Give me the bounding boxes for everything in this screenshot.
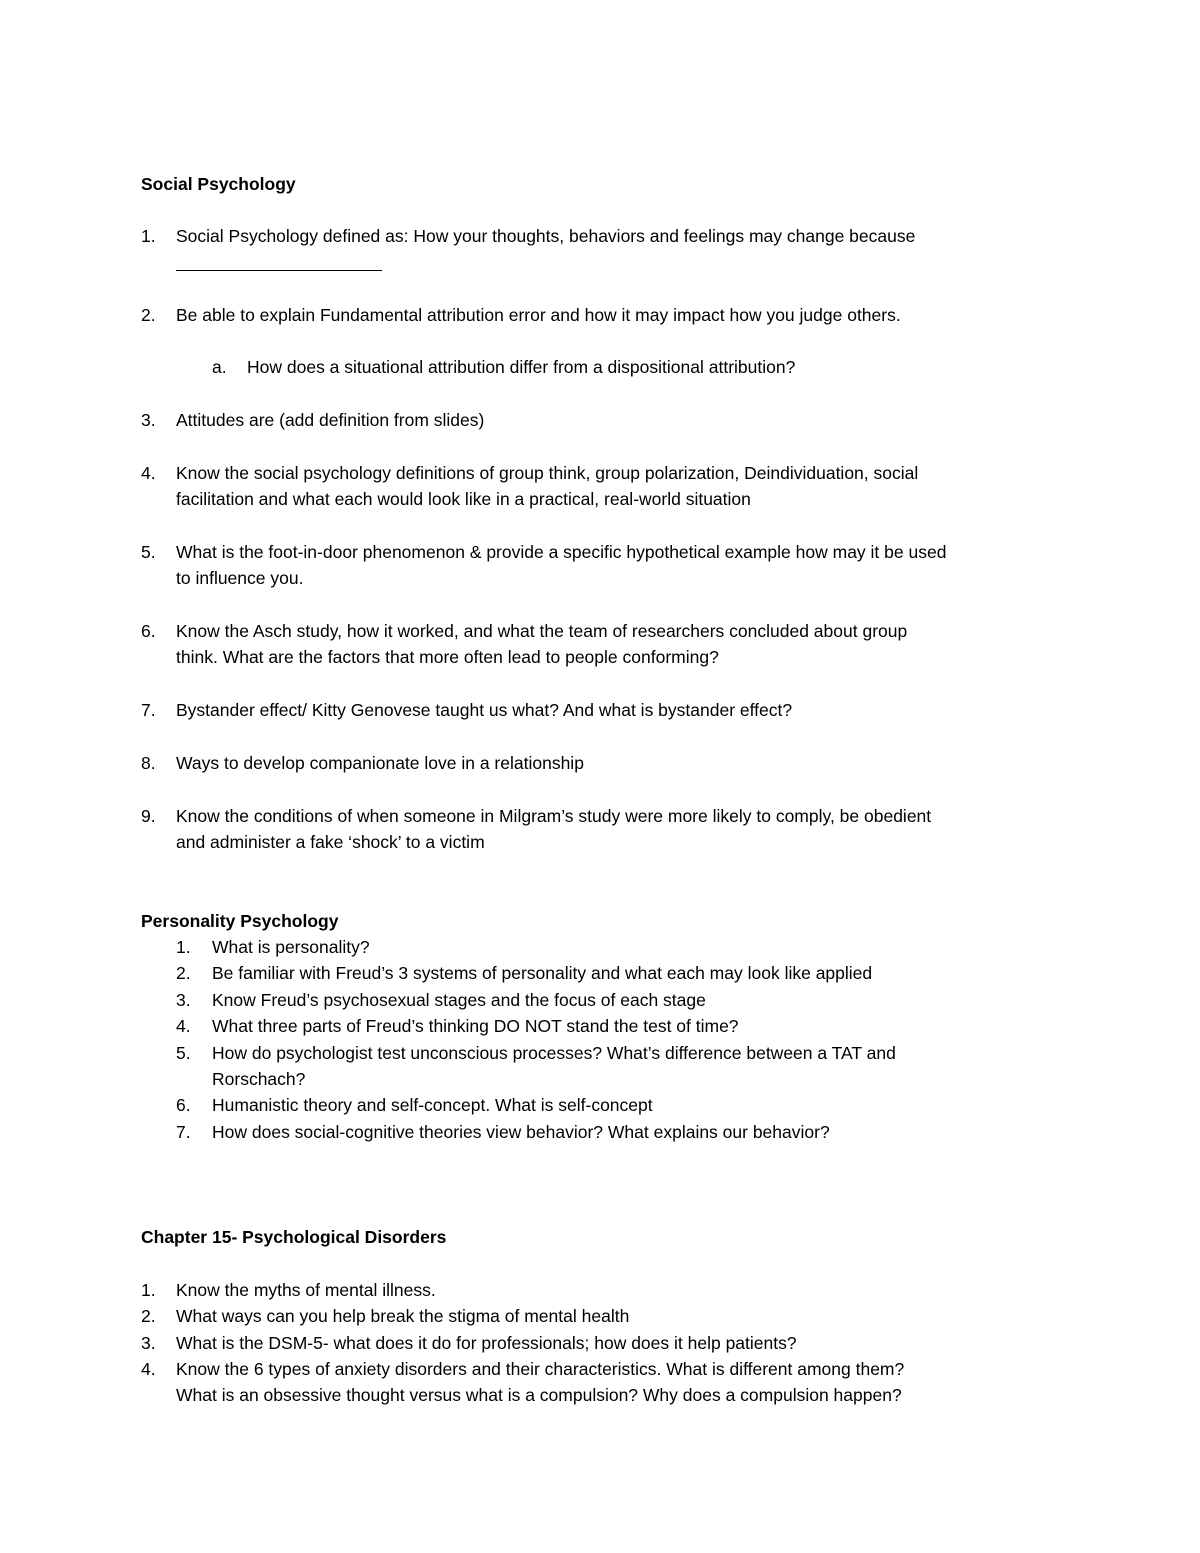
item-number: 2. bbox=[141, 305, 156, 325]
item-number: 2. bbox=[141, 1306, 156, 1326]
item-text-continued: to influence you. bbox=[176, 568, 304, 588]
item-number: 3. bbox=[141, 1333, 156, 1353]
item-number: 2. bbox=[176, 963, 191, 983]
item-text: Ways to develop companionate love in a relationship bbox=[176, 753, 584, 773]
item-text: Know the Asch study, how it worked, and what the team of researchers concluded about group bbox=[176, 621, 908, 641]
item-text: Know the myths of mental illness. bbox=[176, 1280, 436, 1300]
subitem-text: How does a situational attribution differ from a dispositional attribution? bbox=[247, 357, 796, 377]
item-text: Know the social psychology definitions of group think, group polarization, Deindividuation, social bbox=[176, 463, 919, 483]
item-number: 3. bbox=[176, 990, 191, 1010]
item-number: 8. bbox=[141, 753, 156, 773]
item-text: Know the 6 types of anxiety disorders and their characteristics. What is different among them? bbox=[176, 1359, 905, 1379]
section-heading-personality: Personality Psychology bbox=[141, 911, 339, 931]
item-number: 7. bbox=[141, 700, 156, 720]
subitem-letter: a. bbox=[212, 357, 227, 377]
item-text: Be familiar with Freud’s 3 systems of personality and what each may look like applied bbox=[212, 963, 873, 983]
item-number: 4. bbox=[141, 1359, 156, 1379]
item-text: Know Freud’s psychosexual stages and the focus of each stage bbox=[212, 990, 706, 1010]
item-number: 1. bbox=[141, 1280, 156, 1300]
item-text: How does social-cognitive theories view behavior? What explains our behavior? bbox=[212, 1122, 830, 1142]
item-text: Be able to explain Fundamental attribution error and how it may impact how you judge others. bbox=[176, 305, 901, 325]
item-number: 5. bbox=[176, 1043, 191, 1063]
item-number: 3. bbox=[141, 410, 156, 430]
item-text: What is the foot-in-door phenomenon & provide a specific hypothetical example how may it be used bbox=[176, 542, 947, 562]
item-text: How do psychologist test unconscious processes? What’s difference between a TAT and bbox=[212, 1043, 896, 1063]
item-number: 9. bbox=[141, 806, 156, 826]
item-number: 4. bbox=[141, 463, 156, 483]
section-heading-social: Social Psychology bbox=[141, 174, 296, 194]
item-text: Know the conditions of when someone in Milgram’s study were more likely to comply, be obedient bbox=[176, 806, 932, 826]
item-text: Social Psychology defined as: How your thoughts, behaviors and feelings may change because bbox=[176, 226, 916, 246]
item-number: 4. bbox=[176, 1016, 191, 1036]
item-text: What ways can you help break the stigma of mental health bbox=[176, 1306, 630, 1326]
item-text-continued: and administer a fake ‘shock’ to a victim bbox=[176, 832, 485, 852]
item-text-continued: facilitation and what each would look like in a practical, real-world situation bbox=[176, 489, 751, 509]
item-text: What three parts of Freud’s thinking DO NOT stand the test of time? bbox=[212, 1016, 739, 1036]
item-text: Humanistic theory and self-concept. What is self-concept bbox=[212, 1095, 653, 1115]
item-number: 1. bbox=[176, 937, 191, 957]
item-text-continued: Rorschach? bbox=[212, 1069, 306, 1089]
section-heading-disorders: Chapter 15- Psychological Disorders bbox=[141, 1227, 447, 1247]
item-text: What is personality? bbox=[212, 937, 370, 957]
item-text: Bystander effect/ Kitty Genovese taught us what? And what is bystander effect? bbox=[176, 700, 793, 720]
item-text: Attitudes are (add definition from slides) bbox=[176, 410, 485, 430]
item-number: 1. bbox=[141, 226, 156, 246]
item-number: 5. bbox=[141, 542, 156, 562]
fill-in-blank-line bbox=[176, 270, 382, 271]
item-text: What is the DSM-5- what does it do for professionals; how does it help patients? bbox=[176, 1333, 797, 1353]
item-text-continued: What is an obsessive thought versus what is a compulsion? Why does a compulsion happen? bbox=[176, 1385, 902, 1405]
item-number: 6. bbox=[176, 1095, 191, 1115]
item-number: 7. bbox=[176, 1122, 191, 1142]
item-number: 6. bbox=[141, 621, 156, 641]
item-text-continued: think. What are the factors that more often lead to people conforming? bbox=[176, 647, 719, 667]
